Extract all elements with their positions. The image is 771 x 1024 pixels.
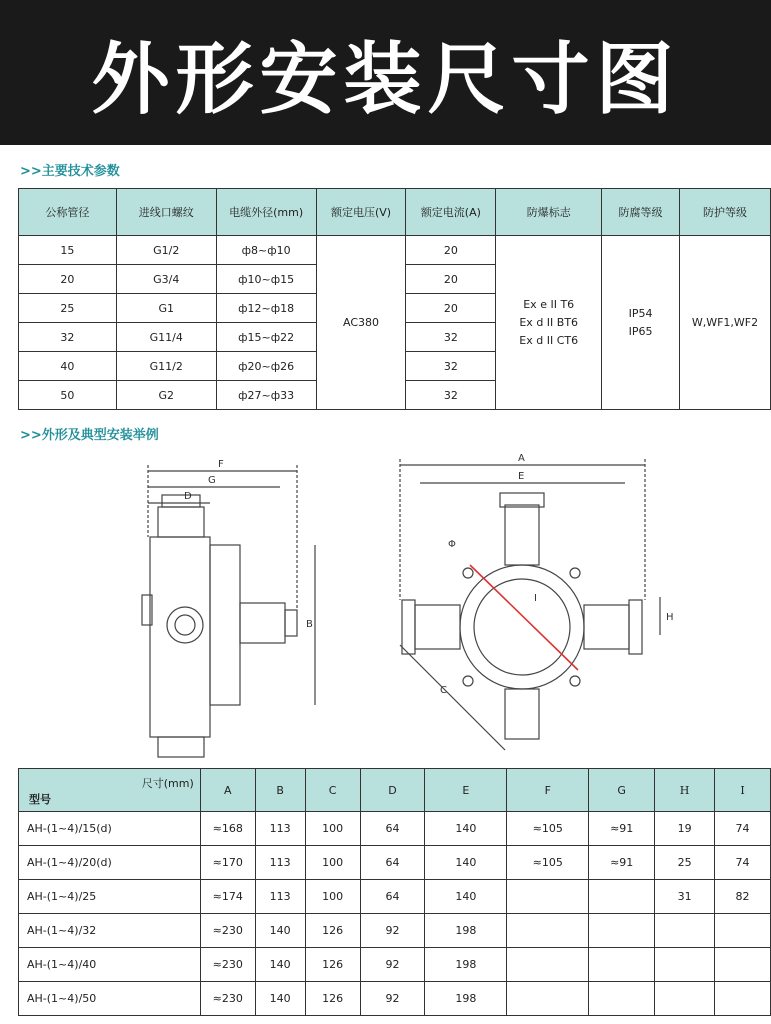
front-view-cover xyxy=(474,579,570,675)
spec-table xyxy=(18,188,771,410)
cell-e: 140 xyxy=(425,880,507,914)
ex-mark: Ex e II T6 xyxy=(523,297,575,311)
table-row xyxy=(19,982,771,1016)
label-b: B xyxy=(306,619,313,630)
cell-model: AH-(1~4)/40 xyxy=(19,948,201,982)
table-row xyxy=(19,914,771,948)
cell-b: 113 xyxy=(255,846,305,880)
header-model-dims xyxy=(19,769,201,812)
label-e: E xyxy=(518,471,525,482)
side-view-cover xyxy=(210,545,240,705)
cell-dn: 32 xyxy=(19,323,117,352)
header-dims-label: 尺寸(mm) xyxy=(141,777,194,790)
dim-line-i xyxy=(470,565,578,670)
cell-thread: G11/4 xyxy=(116,323,216,352)
label-i: I xyxy=(534,593,537,604)
header-a: A xyxy=(200,769,255,812)
header-d: D xyxy=(360,769,425,812)
cell-d: 64 xyxy=(360,880,425,914)
side-view-side-cap xyxy=(285,610,297,636)
cell-h xyxy=(655,982,715,1016)
cell-f: ≈105 xyxy=(507,846,589,880)
side-view-port xyxy=(167,607,203,643)
header-ex-mark: 防爆标志 xyxy=(496,189,602,236)
cell-b: 113 xyxy=(255,880,305,914)
cell-current: 20 xyxy=(406,236,496,265)
label-c: C xyxy=(440,685,447,696)
cell-dn: 40 xyxy=(19,352,117,381)
table-row xyxy=(19,846,771,880)
cell-e: 198 xyxy=(425,982,507,1016)
table-row xyxy=(19,948,771,982)
bolt-hole xyxy=(570,676,580,686)
header-voltage: 额定电压(V) xyxy=(316,189,406,236)
cell-i: 74 xyxy=(715,846,771,880)
cell-cable: ф10~ф15 xyxy=(216,265,316,294)
anticorrosion-grade: IP65 xyxy=(628,324,653,338)
header-anticorrosion: 防腐等级 xyxy=(602,189,680,236)
front-view-left-gland xyxy=(415,605,460,649)
cell-i xyxy=(715,948,771,982)
header-dn: 公称管径 xyxy=(19,189,117,236)
ex-mark: Ex d II CT6 xyxy=(519,333,579,347)
cell-cable: ф20~ф26 xyxy=(216,352,316,381)
table-row xyxy=(19,236,771,265)
cell-h xyxy=(655,948,715,982)
cell-f xyxy=(507,948,589,982)
cell-c: 126 xyxy=(305,948,360,982)
header-i: I xyxy=(715,769,771,812)
cell-a: ≈230 xyxy=(200,948,255,982)
dimension-table xyxy=(18,768,771,1016)
cell-current: 32 xyxy=(406,352,496,381)
front-view-top-gland xyxy=(505,505,539,565)
cell-b: 140 xyxy=(255,982,305,1016)
bolt-hole xyxy=(570,568,580,578)
ex-mark: Ex d II BT6 xyxy=(519,315,579,329)
header-b: B xyxy=(255,769,305,812)
cell-i xyxy=(715,914,771,948)
cell-current: 32 xyxy=(406,381,496,410)
cell-model: AH-(1~4)/25 xyxy=(19,880,201,914)
cell-g xyxy=(589,948,655,982)
cell-a: ≈230 xyxy=(200,982,255,1016)
cell-cable: ф12~ф18 xyxy=(216,294,316,323)
label-g: G xyxy=(208,475,216,486)
side-view-top-gland xyxy=(158,507,204,537)
label-phi: Φ xyxy=(448,539,456,550)
side-view-body xyxy=(150,537,210,737)
cell-h: 31 xyxy=(655,880,715,914)
cell-f xyxy=(507,982,589,1016)
table-row xyxy=(19,880,771,914)
cell-model: AH-(1~4)/32 xyxy=(19,914,201,948)
side-view-bottom-gland xyxy=(158,737,204,757)
cell-c: 100 xyxy=(305,812,360,846)
cell-i: 82 xyxy=(715,880,771,914)
cell-dn: 20 xyxy=(19,265,117,294)
cell-e: 198 xyxy=(425,948,507,982)
cell-current: 20 xyxy=(406,265,496,294)
header-cable: 电缆外径(mm) xyxy=(216,189,316,236)
front-view-body xyxy=(460,565,584,689)
cell-d: 92 xyxy=(360,982,425,1016)
cell-dn: 15 xyxy=(19,236,117,265)
front-view-left-cap xyxy=(402,600,415,654)
cell-d: 64 xyxy=(360,846,425,880)
cell-cable: ф27~ф33 xyxy=(216,381,316,410)
cell-b: 113 xyxy=(255,812,305,846)
cell-cable: ф15~ф22 xyxy=(216,323,316,352)
cell-g xyxy=(589,914,655,948)
label-f: F xyxy=(218,459,224,470)
cell-a: ≈230 xyxy=(200,914,255,948)
cell-d: 92 xyxy=(360,948,425,982)
header-model-label: 型号 xyxy=(29,793,51,806)
cell-c: 100 xyxy=(305,846,360,880)
side-view-side-gland xyxy=(240,603,285,643)
side-view xyxy=(142,465,315,757)
front-view-bottom-gland xyxy=(505,689,539,739)
cell-anticorrosion xyxy=(602,236,680,410)
cell-i xyxy=(715,982,771,1016)
cell-thread: G1 xyxy=(116,294,216,323)
cell-model: AH-(1~4)/15(d) xyxy=(19,812,201,846)
cell-i: 74 xyxy=(715,812,771,846)
cell-b: 140 xyxy=(255,948,305,982)
page-title: 外形安装尺寸图 xyxy=(91,34,680,125)
header-current: 额定电流(A) xyxy=(406,189,496,236)
title-banner xyxy=(0,0,771,145)
cell-f xyxy=(507,914,589,948)
cell-c: 126 xyxy=(305,982,360,1016)
cell-f: ≈105 xyxy=(507,812,589,846)
bolt-hole xyxy=(463,568,473,578)
cell-h: 25 xyxy=(655,846,715,880)
cell-a: ≈174 xyxy=(200,880,255,914)
cell-f xyxy=(507,880,589,914)
cell-d: 64 xyxy=(360,812,425,846)
cell-thread: G1/2 xyxy=(116,236,216,265)
cell-voltage: AC380 xyxy=(316,236,406,410)
header-e: E xyxy=(425,769,507,812)
front-view-right-cap xyxy=(629,600,642,654)
table-row xyxy=(19,812,771,846)
cell-c: 126 xyxy=(305,914,360,948)
anticorrosion-grade: IP54 xyxy=(628,306,653,320)
cell-h: 19 xyxy=(655,812,715,846)
header-protection: 防护等级 xyxy=(679,189,770,236)
cell-current: 20 xyxy=(406,294,496,323)
dimension-drawing xyxy=(0,445,771,765)
header-h: H xyxy=(655,769,715,812)
cell-model: AH-(1~4)/20(d) xyxy=(19,846,201,880)
cell-g: ≈91 xyxy=(589,846,655,880)
header-g: G xyxy=(589,769,655,812)
cell-g xyxy=(589,880,655,914)
label-a: A xyxy=(518,453,525,464)
front-view-right-gland xyxy=(584,605,629,649)
cell-dn: 50 xyxy=(19,381,117,410)
cell-e: 140 xyxy=(425,812,507,846)
cell-cable: ф8~ф10 xyxy=(216,236,316,265)
cell-thread: G3/4 xyxy=(116,265,216,294)
label-d: D xyxy=(184,491,192,502)
header-f: F xyxy=(507,769,589,812)
front-view xyxy=(400,459,660,750)
cell-g xyxy=(589,982,655,1016)
cell-ex-marks xyxy=(496,236,602,410)
cell-a: ≈168 xyxy=(200,812,255,846)
spec-header-row xyxy=(19,189,771,236)
bolt-hole xyxy=(463,676,473,686)
section-title-drawing: >>外形及典型安装举例 xyxy=(20,428,159,443)
dim-line-c xyxy=(400,645,505,750)
cell-dn: 25 xyxy=(19,294,117,323)
label-h: H xyxy=(666,612,674,623)
side-view-top-cap xyxy=(162,495,200,507)
cell-b: 140 xyxy=(255,914,305,948)
cell-h xyxy=(655,914,715,948)
side-view-port-inner xyxy=(175,615,195,635)
cell-protection: W,WF1,WF2 xyxy=(679,236,770,410)
cell-d: 92 xyxy=(360,914,425,948)
cell-c: 100 xyxy=(305,880,360,914)
dims-header-row xyxy=(19,769,771,812)
cell-a: ≈170 xyxy=(200,846,255,880)
cell-thread: G2 xyxy=(116,381,216,410)
cell-e: 198 xyxy=(425,914,507,948)
cell-model: AH-(1~4)/50 xyxy=(19,982,201,1016)
header-thread: 进线口螺纹 xyxy=(116,189,216,236)
cell-e: 140 xyxy=(425,846,507,880)
section-title-specs: >>主要技术参数 xyxy=(20,164,120,179)
header-c: C xyxy=(305,769,360,812)
cell-current: 32 xyxy=(406,323,496,352)
cell-g: ≈91 xyxy=(589,812,655,846)
cell-thread: G11/2 xyxy=(116,352,216,381)
